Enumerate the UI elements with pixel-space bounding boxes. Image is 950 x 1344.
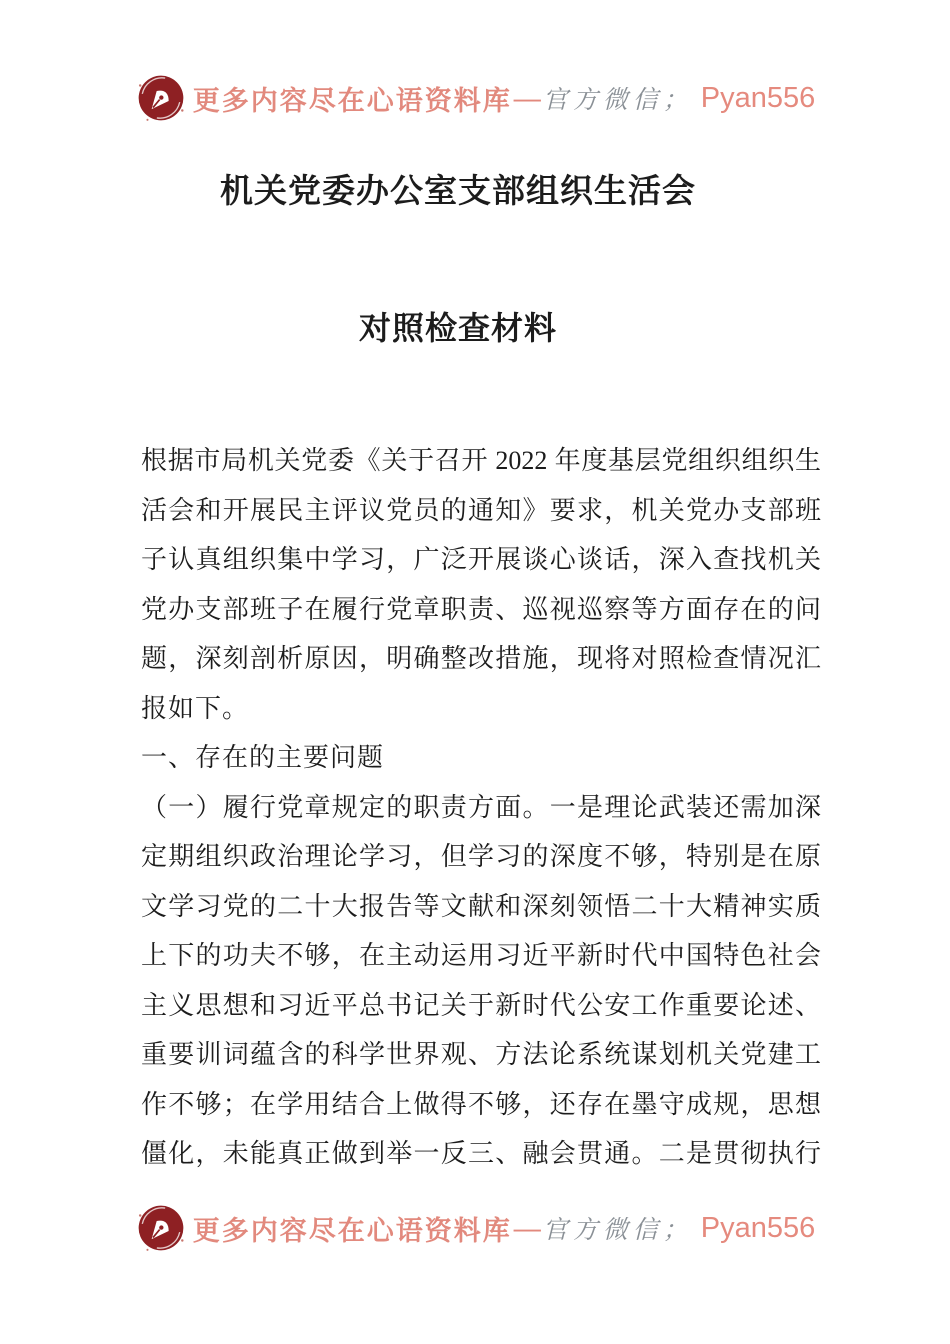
watermark-brand-text: 更多内容尽在心语资料库 xyxy=(192,85,512,116)
body-line: 文学习党的二十大报告等文献和深刻领悟二十大精神实质 xyxy=(141,891,821,921)
body-line: 重要训词蕴含的科学世界观、方法论系统谋划机关党建工 xyxy=(141,1040,821,1069)
body-line: 主义思想和习近平总书记关于新时代公安工作重要论述、 xyxy=(141,990,821,1020)
body-line: 僵化，未能真正做到举一反三、融会贯通。二是贯彻执行 xyxy=(141,1139,821,1168)
watermark-header xyxy=(0,68,950,128)
watermark-wechat-label: 官方微信； xyxy=(542,1217,693,1244)
body-line: 定期组织政治理论学习，但学习的深度不够，特别是在原 xyxy=(141,842,821,871)
pen-nib-icon xyxy=(135,72,187,124)
watermark-dash: — xyxy=(513,1212,541,1243)
document-subtitle: 对照检查材料 xyxy=(358,310,557,346)
body-line: 一、存在的主要问题 xyxy=(141,743,385,772)
watermark-wechat-account: Pyan556 xyxy=(700,1211,816,1244)
body-line: 子认真组织集中学习，广泛开展谈心谈话，深入查找机关 xyxy=(141,545,821,574)
watermark-dash: — xyxy=(513,82,541,113)
pen-nib-icon xyxy=(135,1202,187,1254)
document-body xyxy=(141,436,821,1179)
watermark-wechat-label: 官方微信； xyxy=(542,87,693,114)
body-line: 活会和开展民主评议党员的通知》要求，机关党办支部班 xyxy=(141,495,821,525)
body-line: （一）履行党章规定的职责方面。一是理论武装还需加深 xyxy=(141,792,821,822)
body-line: 报如下。 xyxy=(141,693,250,723)
document-title: 机关党委办公室支部组织生活会 xyxy=(220,172,696,209)
watermark-wechat-account: Pyan556 xyxy=(700,81,816,114)
body-line: 党办支部班子在履行党章职责、巡视巡察等方面存在的问 xyxy=(141,594,821,624)
body-line: 作不够；在学用结合上做得不够，还存在墨守成规，思想 xyxy=(141,1089,821,1119)
body-line: 根据市局机关党委《关于召开 2022 年度基层党组织组织生 xyxy=(141,446,821,475)
body-line: 上下的功夫不够，在主动运用习近平新时代中国特色社会 xyxy=(141,941,821,970)
watermark-footer xyxy=(0,1198,950,1258)
body-line: 题，深刻剖析原因，明确整改措施，现将对照检查情况汇 xyxy=(141,644,821,673)
watermark-brand-text: 更多内容尽在心语资料库 xyxy=(192,1215,512,1246)
